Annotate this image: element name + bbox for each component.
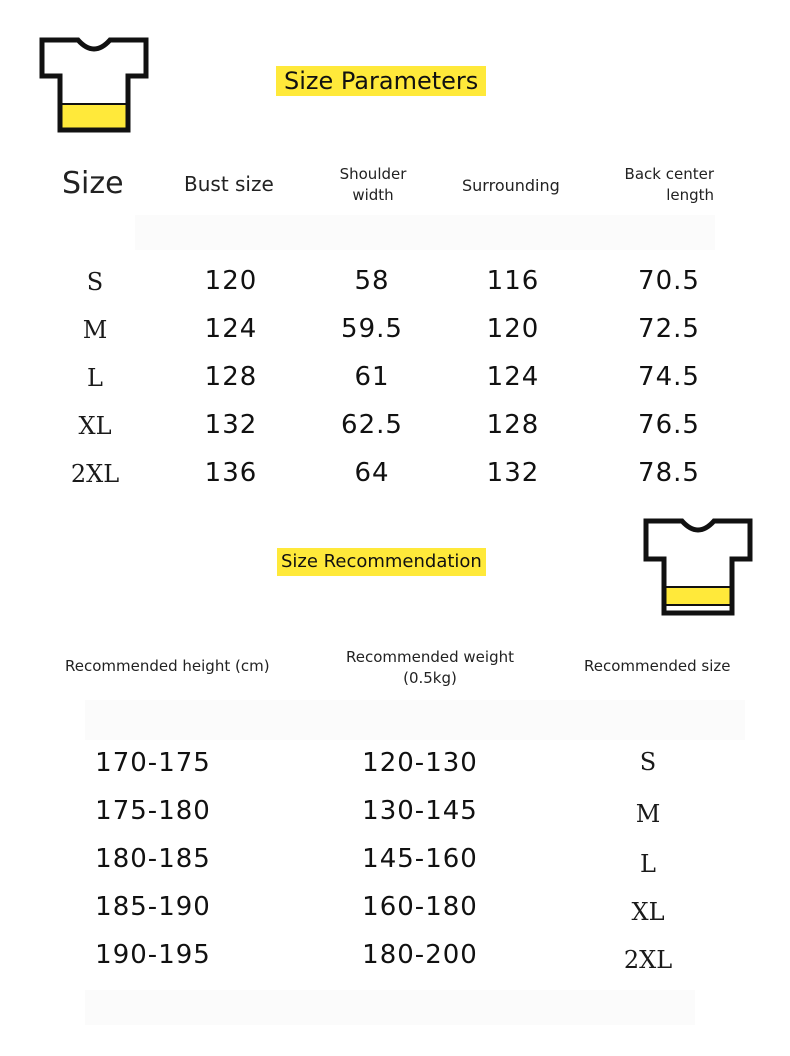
height-cell: 170-175: [95, 748, 211, 778]
header-shade: [135, 215, 715, 250]
bust-cell: 124: [204, 314, 258, 344]
weight-line1: Recommended weight: [346, 648, 514, 666]
back-length-cell: 76.5: [638, 410, 700, 440]
shoulder-line2: width: [352, 186, 394, 204]
height-cell: 175-180: [95, 796, 211, 826]
shoulder-cell: 61: [354, 362, 390, 392]
recommended-size-header: Recommended size: [584, 657, 731, 675]
surrounding-header: Surrounding: [462, 176, 560, 195]
size-cell: 2XL: [623, 946, 673, 974]
back-length-cell: 72.5: [638, 314, 700, 344]
t-shirt-icon: [38, 36, 150, 136]
size-cell: L: [87, 364, 103, 392]
size-cell: S: [639, 748, 657, 776]
t-shirt-icon: [642, 517, 754, 619]
shoulder-cell: 58: [354, 266, 390, 296]
shoulder-width-header: [340, 164, 407, 206]
back-line2: length: [666, 186, 714, 204]
footer-shade: [85, 990, 695, 1025]
bust-cell: 132: [204, 410, 258, 440]
back-length-cell: 78.5: [638, 458, 700, 488]
size-cell: M: [82, 316, 108, 344]
surrounding-cell: 132: [486, 458, 540, 488]
height-cell: 190-195: [95, 940, 211, 970]
header-shade: [85, 700, 745, 740]
back-length-cell: 70.5: [638, 266, 700, 296]
bust-cell: 128: [204, 362, 258, 392]
weight-cell: 145-160: [362, 844, 478, 874]
height-cell: 185-190: [95, 892, 211, 922]
bust-cell: 120: [204, 266, 258, 296]
size-cell: S: [86, 268, 104, 296]
bust-cell: 136: [204, 458, 258, 488]
surrounding-cell: 120: [486, 314, 540, 344]
back-line1: Back center: [624, 165, 714, 183]
recommended-height-header: Recommended height (cm): [65, 657, 270, 675]
shoulder-cell: 59.5: [341, 314, 403, 344]
size-cell: M: [635, 800, 661, 828]
surrounding-cell: 128: [486, 410, 540, 440]
height-cell: 180-185: [95, 844, 211, 874]
surrounding-cell: 124: [486, 362, 540, 392]
size-recommendation-title: Size Recommendation: [277, 548, 486, 576]
size-cell: XL: [78, 412, 112, 440]
size-header: Size: [62, 166, 124, 201]
size-cell: XL: [631, 898, 665, 926]
weight-cell: 160-180: [362, 892, 478, 922]
surrounding-cell: 116: [486, 266, 540, 296]
recommended-weight-header: [346, 647, 514, 689]
size-cell: L: [640, 850, 656, 878]
shoulder-cell: 62.5: [341, 410, 403, 440]
weight-cell: 130-145: [362, 796, 478, 826]
weight-cell: 180-200: [362, 940, 478, 970]
weight-line2: (0.5kg): [403, 669, 457, 687]
size-parameters-title: Size Parameters: [276, 66, 486, 96]
size-cell: 2XL: [70, 460, 120, 488]
weight-cell: 120-130: [362, 748, 478, 778]
shoulder-cell: 64: [354, 458, 390, 488]
shoulder-line1: Shoulder: [339, 165, 407, 183]
bust-size-header: Bust size: [184, 172, 274, 196]
back-length-cell: 74.5: [638, 362, 700, 392]
back-center-length-header: [600, 164, 714, 206]
